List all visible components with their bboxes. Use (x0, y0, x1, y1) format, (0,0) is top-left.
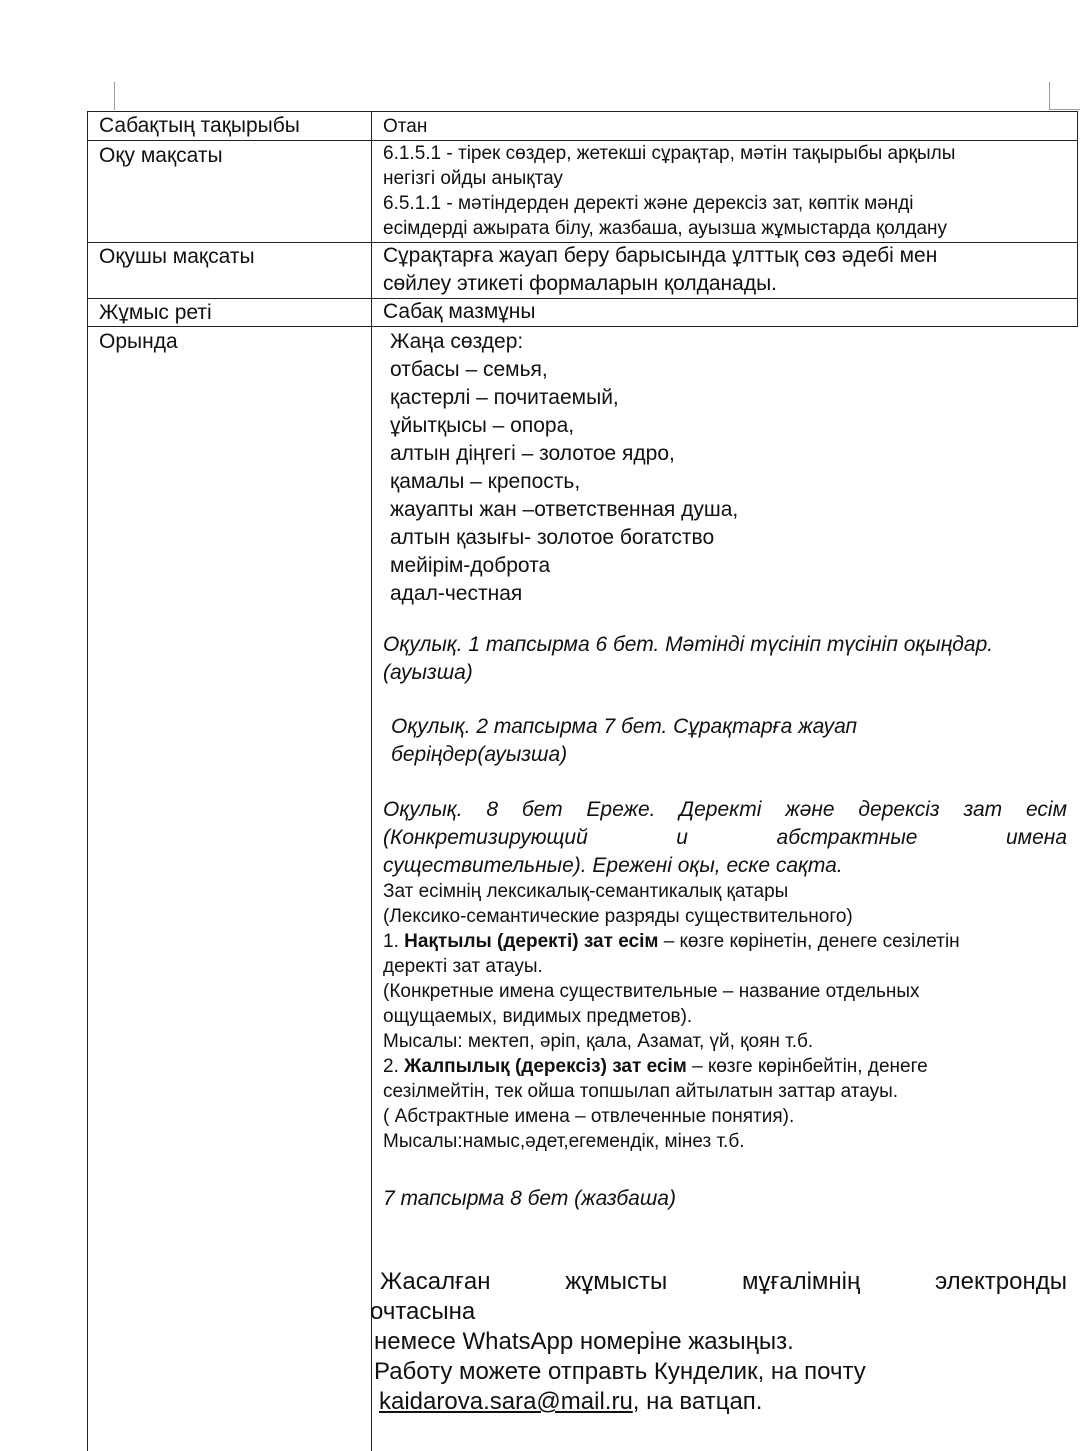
topic-value: Отан (383, 116, 428, 137)
main-label: Орында (99, 330, 178, 353)
rule-task: Оқулық. 8 бет Ереже. Деректі және дерексіз зат есім (Конкретизирующий и абстрактные имена существительные). Ережені оқы, еске сақта. (383, 798, 1067, 877)
task-7: 7 тапсырма 8 бет (жазбаша) (383, 1187, 676, 1210)
vocab-item: қамалы – крепость, (390, 470, 581, 493)
submission-note: Жасалған жұмысты мұғалімнің электронды очтасына немесе WhatsApp номеріне жазыңыз. Работу можете отправть Кунделик, на почту kaidarova.sara@mail.ru, на ватцап. (370, 1268, 1067, 1415)
concrete-noun-term: Нақтылы (деректі) зат есім (404, 931, 659, 952)
vocab-item: алтын діңгегі – золотое ядро, (390, 442, 675, 465)
crop-mark-right (1049, 82, 1050, 110)
task-1: Оқулық. 1 тапсырма 6 бет. Мәтінді түсініп түсініп оқыңдар. (ауызша) (383, 633, 994, 684)
objectives-label: Оқу мақсаты (99, 144, 223, 167)
crop-mark-left (114, 82, 115, 110)
vocab-item: адал-честная (390, 582, 523, 605)
theory-block: Зат есімнің лексикалық-семантикалық қатары (Лексико-семантические разряды существительного) 1. Нақтылы (деректі) зат есім – көзге көрінетін, денеге сезілетін деректі зат атауы. (Конкретные имена существительные – название отдельных ощущаемых, видимых предметов). Мысалы: мектеп, әріп, қала, Азамат, үй, қоян т.б. 2. Жалпылық (дерексіз) зат есім – көзге көрінбейтін, денеге сезілмейтін, тек ойша топшылап айтылатын заттар атауы. ( Абстрактные имена – отвлеченные понятия). Мысалы:намыс,әдет,егемендік, мінез т.б. (383, 881, 960, 1152)
abstract-noun-term: Жалпылық (дерексіз) зат есім (404, 1056, 687, 1077)
vocab-item: жауапты жан –ответственная душа, (390, 498, 739, 521)
task-2: Оқулық. 2 тапсырма 7 бет. Сұрақтарға жауап беріңдер(ауызша) (391, 715, 858, 766)
lesson-plan-table (87, 111, 1079, 1451)
student-goal-label: Оқушы мақсаты (99, 245, 255, 268)
vocab-list (390, 328, 1070, 608)
student-goal-text: Сұрақтарға жауап беру барысында ұлттық сөз әдебі мен сөйлеу этикеті формаларын қолданады. (383, 244, 938, 295)
teacher-email-link[interactable]: kaidarova.sara@mail.ru (379, 1388, 633, 1415)
vocab-title: Жаңа сөздер: (390, 330, 524, 353)
objectives-text: 6.1.5.1 - тірек сөздер, жетекші сұрақтар, мәтін тақырыбы арқылы негізгі ойды анықтау 6.5.1.1 - мәтіндерден деректі және дерексіз зат, көптік мәнді есімдерді ажырата білу, жазбаша, ауызша жұмыстарда қолдану (383, 143, 956, 239)
crop-mark-right-h (1049, 109, 1080, 110)
vocab-item: қастерлі – почитаемый, (390, 386, 619, 409)
vocab-item: алтын қазығы- золотое богатство (390, 526, 715, 549)
work-order-label: Жұмыс реті (99, 301, 212, 324)
vocab-item: мейірім-доброта (390, 554, 551, 577)
vocab-item: отбасы – семья, (390, 358, 548, 381)
topic-label: Сабақтың тақырыбы (99, 114, 300, 137)
content-label: Сабақ мазмұны (383, 300, 536, 323)
vocab-item: ұйытқысы – опора, (390, 414, 575, 437)
